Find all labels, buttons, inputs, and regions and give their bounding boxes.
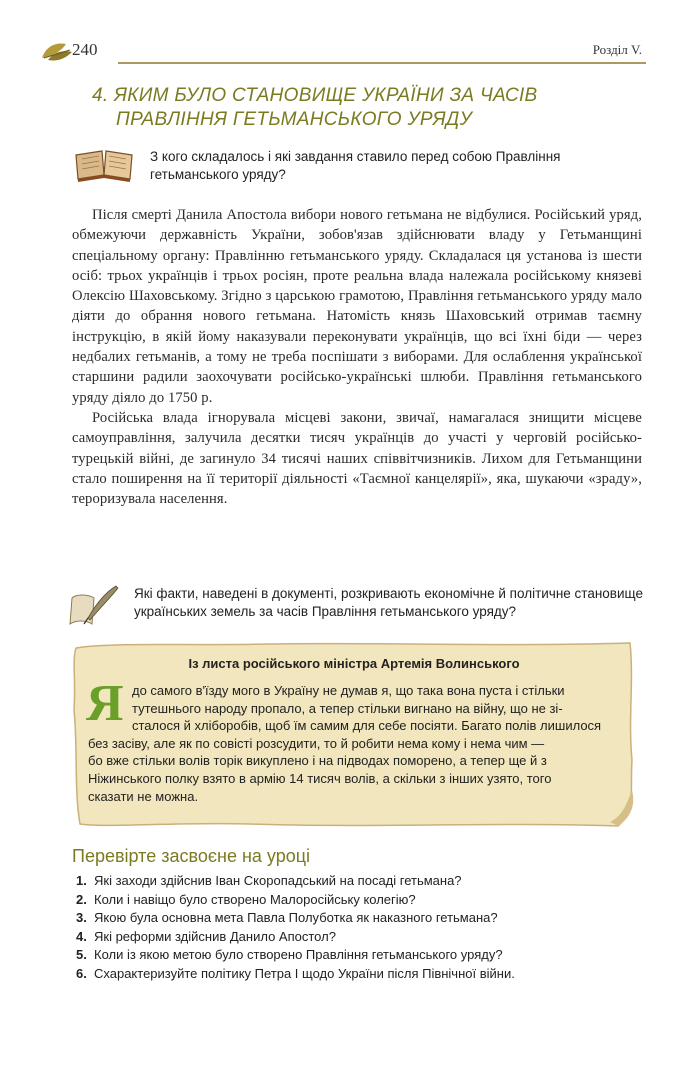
section-title-line2: ПРАВЛІННЯ ГЕТЬМАНСЬКОГО УРЯДУ xyxy=(116,109,473,130)
paragraph: Після смерті Данила Апостола вибори нового гетьмана не відбулися. Російський уряд, обмежуючи державність України, зобов'язав здійснювати владу у Гетьманщині спеціальному органу: Правлінню гетьманського уряду. Складалася ця установа із шести осіб: трьох українців і трьох росіян, проте реальна влада належала російському князеві Олексію Шаховському. Згідно з царською грамотою, Правління гетьманського уряду мало діяти до обрання нового гетьмана. Натомість князь Шаховський отримав таємну інструкцію, в якій йому наказували переконувати українців, що всі їхні біди — через недбалих гетьманів, а тому не треба поспішати з виборами. Для ослаблення української старшини радили заохочувати російсько-українські шлюби. Правління гетьманського уряду діяло до 1750 р. xyxy=(72,207,642,406)
document-text xyxy=(88,682,626,805)
list-item: 6. Схарактеризуйте політику Петра І щодо України після Північної війни. xyxy=(76,965,515,981)
document-title: Із листа російського міністра Артемія Волинського xyxy=(188,656,520,671)
page-header xyxy=(40,38,646,66)
document-scroll xyxy=(70,640,638,830)
list-item: 2. Коли і навіщо було створено Малоросійську колегію? xyxy=(76,891,416,907)
document-line: без засіву, але як по совісті розсудити, то й робити нема кому і нема чим — xyxy=(88,735,545,751)
lesson-question: З кого складалось і які завдання ставило перед собою Правління гетьманського уряду? xyxy=(150,149,561,182)
document-line: сказати не можна. xyxy=(88,788,199,804)
document-line: Ніжинського полку взято в армію 14 тисяч волів, а скільки з інших узято, того xyxy=(88,770,552,786)
document-line: сталося й хліборобів, щоб їм самим для себе посіяти. Багато полів лишилося xyxy=(132,718,602,734)
list-item: 3. Якою була основна мета Павла Полуботка як наказного гетьмана? xyxy=(76,910,498,925)
document-line: бо вже стільки волів торік викуплено і на підводах поморено, а тепер ще й з xyxy=(88,753,547,769)
review-heading: Перевірте засвоєне на уроці xyxy=(72,846,311,866)
list-item: 1. Які заходи здійснив Іван Скоропадський на посаді гетьмана? xyxy=(76,873,462,888)
header-divider xyxy=(118,62,646,64)
leaf-ornament-icon xyxy=(40,38,74,64)
document-task: Які факти, наведені в документі, розкривають економічне й політичне становище українських земель за часів Правління гетьманського уряду? xyxy=(134,586,643,619)
quill-pen-icon xyxy=(66,584,122,630)
open-book-icon xyxy=(72,145,136,183)
section-title-line1: 4. ЯКИМ БУЛО СТАНОВИЩЕ УКРАЇНИ ЗА ЧАСІВ xyxy=(92,85,538,106)
list-item: 5. Коли із якою метою було створено Правління гетьманського уряду? xyxy=(76,947,503,962)
document-line: до самого в'їзду мого в Україну не думав я, що така вона пуста і стільки xyxy=(132,683,565,698)
section-title xyxy=(92,84,652,132)
document-line: тутешнього народу пропало, а тепер стільки вигнано на війну, що не зі- xyxy=(132,700,563,716)
body-text xyxy=(72,205,642,509)
paragraph: Російська влада ігнорувала місцеві закони, звичаї, намагалася знищити місцеве самоуправління, залучила десятки тисяч українців до участі у черговій російсько-турецькій війні, де загинуло 34 тисячі наших співвітчизників. Лихом для Гетьманщини стало поширення на її території діяльності «Таємної канцелярії», яка, шукаючи «зраду», тероризувала населення. xyxy=(72,409,642,508)
section-label: Розділ V. xyxy=(592,42,642,57)
page-number: 240 xyxy=(72,40,98,59)
review-questions xyxy=(76,872,656,983)
drop-cap: Я xyxy=(86,675,124,732)
list-item: 4. Які реформи здійснив Данило Апостол? xyxy=(76,928,336,944)
